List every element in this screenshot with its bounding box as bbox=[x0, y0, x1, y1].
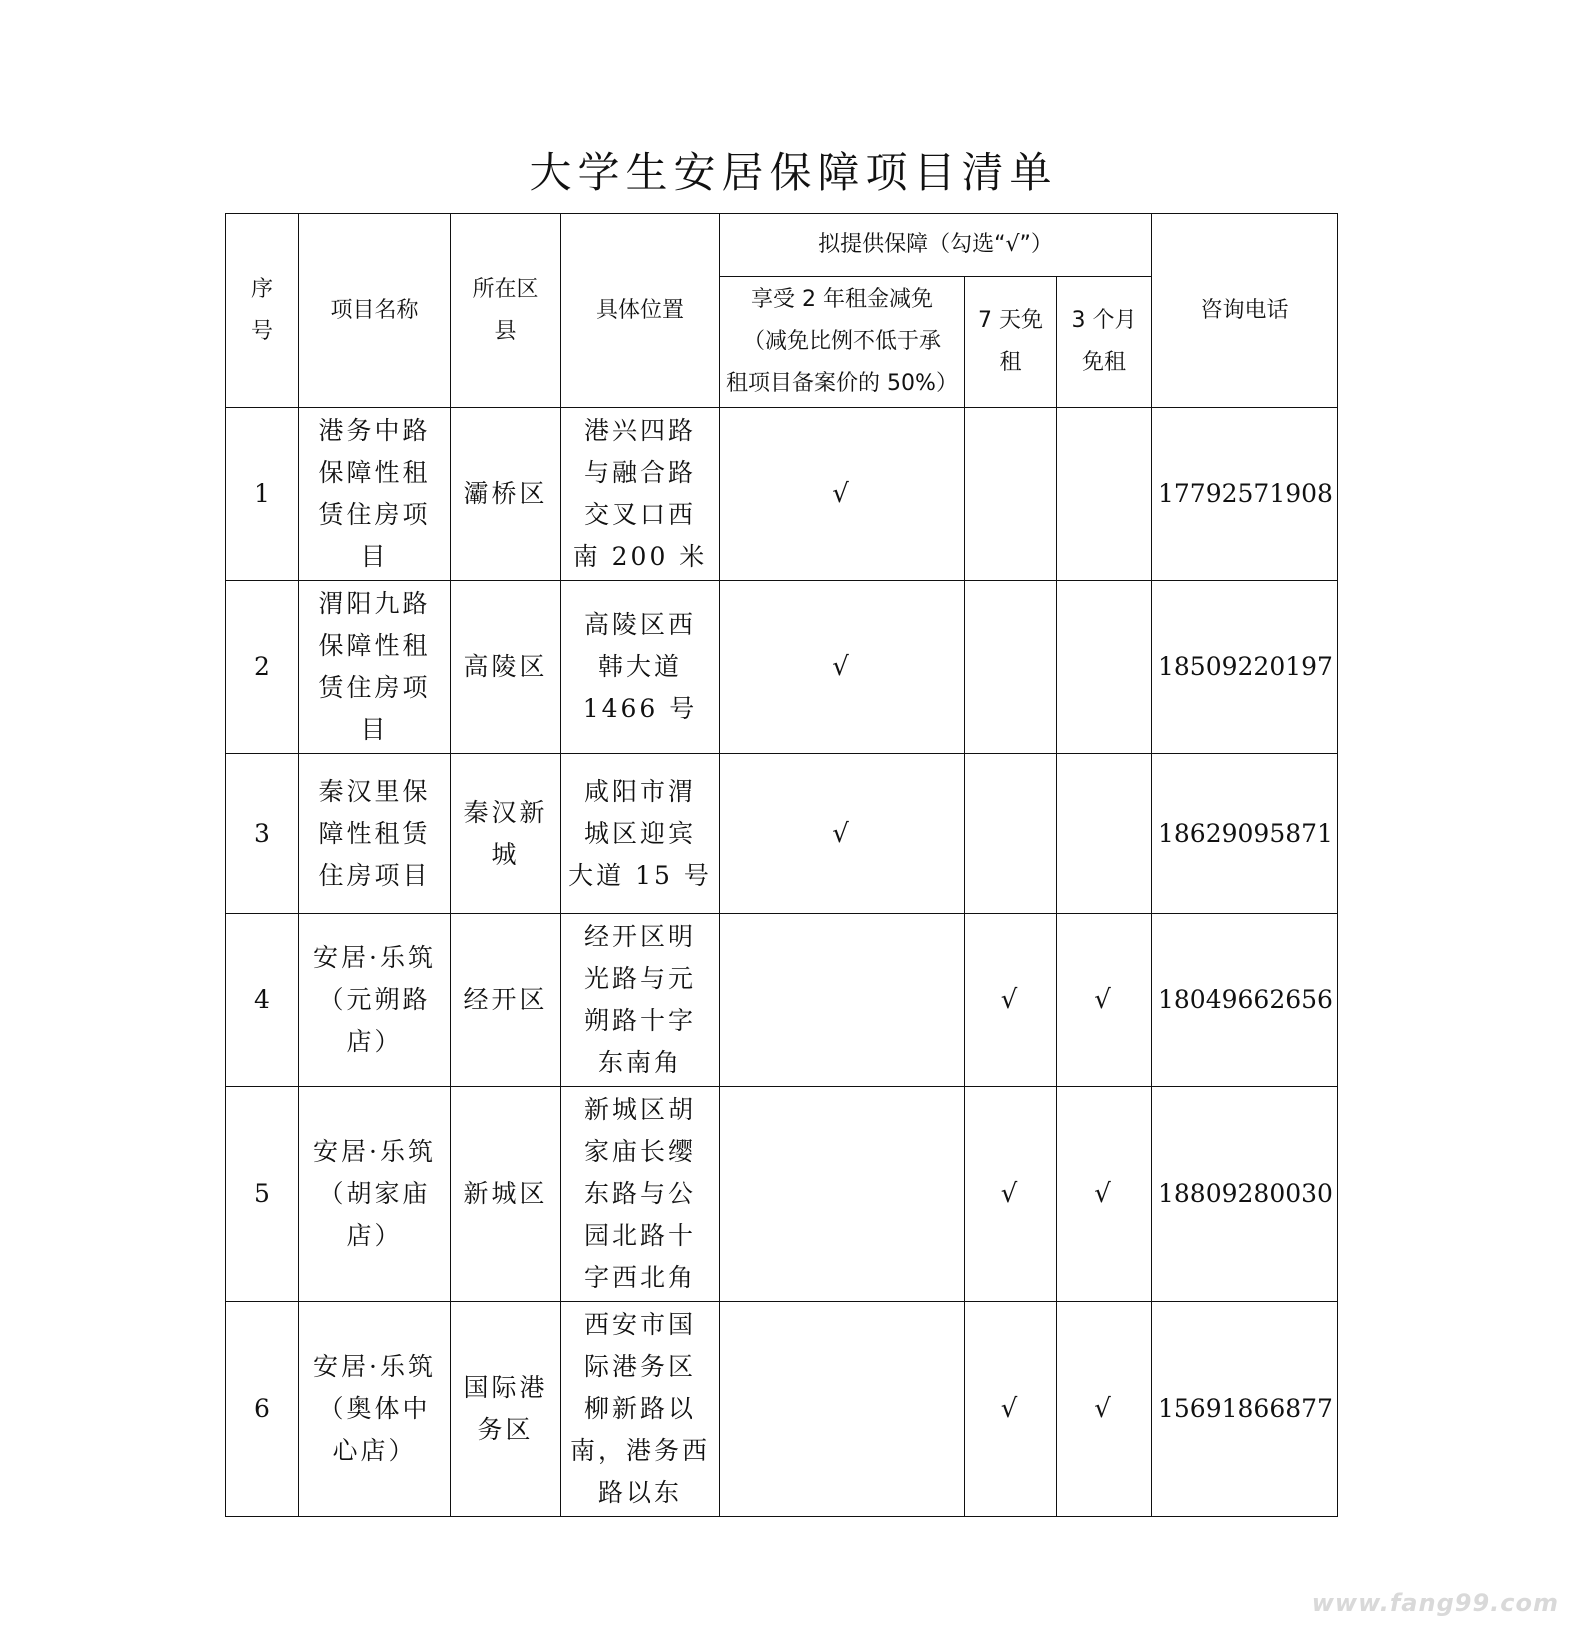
row-seven-days-check: √ bbox=[965, 914, 1057, 1087]
row-index: 4 bbox=[226, 914, 299, 1087]
row-seven-days-check bbox=[965, 408, 1057, 581]
row-project-name: 安居·乐筑 （奥体中 心店） bbox=[299, 1302, 451, 1517]
row-district: 高陵区 bbox=[451, 581, 561, 754]
row-district: 灞桥区 bbox=[451, 408, 561, 581]
row-three-months-check bbox=[1057, 581, 1152, 754]
header-index: 序 号 bbox=[226, 214, 299, 408]
row-project-name: 秦汉里保 障性租赁 住房项目 bbox=[299, 754, 451, 914]
row-seven-days-check: √ bbox=[965, 1302, 1057, 1517]
row-rent-reduction-check bbox=[720, 1302, 965, 1517]
row-rent-reduction-check bbox=[720, 1087, 965, 1302]
row-location: 港兴四路 与融合路 交叉口西 南 200 米 bbox=[561, 408, 720, 581]
row-index: 5 bbox=[226, 1087, 299, 1302]
row-project-name: 港务中路 保障性租 赁住房项 目 bbox=[299, 408, 451, 581]
row-project-name: 渭阳九路 保障性租 赁住房项 目 bbox=[299, 581, 451, 754]
row-phone: 18809280030 bbox=[1152, 1087, 1338, 1302]
row-location: 西安市国 际港务区 柳新路以 南，港务西 路以东 bbox=[561, 1302, 720, 1517]
watermark: www.fang99.com bbox=[1311, 1589, 1559, 1617]
header-rent-reduction: 享受 2 年租金减免 （减免比例不低于承 租项目备案价的 50%） bbox=[720, 277, 965, 408]
header-seven-days-free: 7 天免 租 bbox=[965, 277, 1057, 408]
row-seven-days-check bbox=[965, 581, 1057, 754]
header-three-months-free: 3 个月 免租 bbox=[1057, 277, 1152, 408]
row-three-months-check bbox=[1057, 754, 1152, 914]
row-index: 1 bbox=[226, 408, 299, 581]
row-location: 咸阳市渭 城区迎宾 大道 15 号 bbox=[561, 754, 720, 914]
row-location: 高陵区西 韩大道 1466 号 bbox=[561, 581, 720, 754]
row-phone: 15691866877 bbox=[1152, 1302, 1338, 1517]
row-project-name: 安居·乐筑 （元朔路 店） bbox=[299, 914, 451, 1087]
row-three-months-check: √ bbox=[1057, 1302, 1152, 1517]
row-three-months-check: √ bbox=[1057, 1087, 1152, 1302]
row-rent-reduction-check: √ bbox=[720, 408, 965, 581]
row-seven-days-check: √ bbox=[965, 1087, 1057, 1302]
row-index: 2 bbox=[226, 581, 299, 754]
header-guarantee-group: 拟提供保障（勾选“√”） bbox=[720, 214, 1152, 277]
row-location: 新城区胡 家庙长缨 东路与公 园北路十 字西北角 bbox=[561, 1087, 720, 1302]
header-row-top bbox=[226, 214, 1338, 277]
row-rent-reduction-check: √ bbox=[720, 581, 965, 754]
row-index: 6 bbox=[226, 1302, 299, 1517]
page-title: 大学生安居保障项目清单 bbox=[529, 148, 1058, 197]
row-phone: 18049662656 bbox=[1152, 914, 1338, 1087]
row-three-months-check: √ bbox=[1057, 914, 1152, 1087]
row-phone: 17792571908 bbox=[1152, 408, 1338, 581]
row-district: 国际港 务区 bbox=[451, 1302, 561, 1517]
row-district: 经开区 bbox=[451, 914, 561, 1087]
row-rent-reduction-check: √ bbox=[720, 754, 965, 914]
project-list-table bbox=[225, 213, 1338, 1517]
table-row bbox=[226, 408, 1338, 581]
row-seven-days-check bbox=[965, 754, 1057, 914]
row-location: 经开区明 光路与元 朔路十字 东南角 bbox=[561, 914, 720, 1087]
row-district: 新城区 bbox=[451, 1087, 561, 1302]
table-row bbox=[226, 581, 1338, 754]
table-row bbox=[226, 754, 1338, 914]
header-location: 具体位置 bbox=[561, 214, 720, 408]
row-three-months-check bbox=[1057, 408, 1152, 581]
header-phone: 咨询电话 bbox=[1152, 214, 1338, 408]
row-index: 3 bbox=[226, 754, 299, 914]
row-project-name: 安居·乐筑 （胡家庙 店） bbox=[299, 1087, 451, 1302]
table-row bbox=[226, 1087, 1338, 1302]
row-phone: 18509220197 bbox=[1152, 581, 1338, 754]
table-row bbox=[226, 1302, 1338, 1517]
row-district: 秦汉新 城 bbox=[451, 754, 561, 914]
row-rent-reduction-check bbox=[720, 914, 965, 1087]
row-phone: 18629095871 bbox=[1152, 754, 1338, 914]
table-row bbox=[226, 914, 1338, 1087]
header-district: 所在区 县 bbox=[451, 214, 561, 408]
header-project-name: 项目名称 bbox=[299, 214, 451, 408]
